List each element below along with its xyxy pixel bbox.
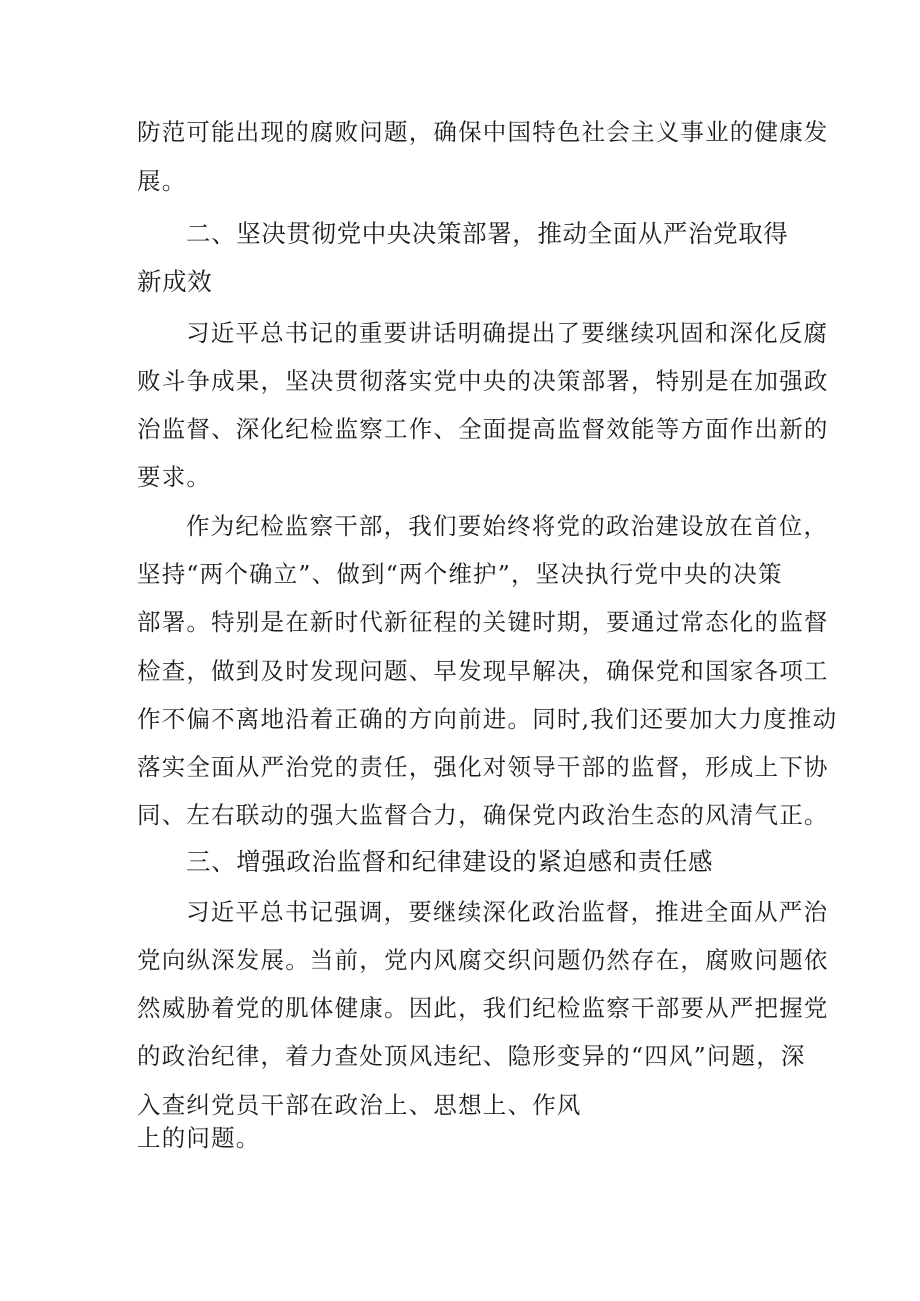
paragraph-line: 部署。特别是在新时代新征程的关键时期，要通过常态化的监督 [137,608,829,636]
section-heading: 二、坚决贯彻党中央决策部署，推动全面从严治党取得 [186,219,789,248]
paragraph-line: 检查，做到及时发现问题、早发现早解决，确保党和国家各项工 [137,657,829,685]
paragraph-line: 入查纠党员干部在政治上、思想上、作风 [137,1091,582,1119]
paragraph-line: 同、左右联动的强大监督合力，确保党内政治生态的风清气正。 [137,801,829,829]
paragraph-line: 作为纪检监察干部，我们要始终将党的政治建设放在首位， [186,512,829,540]
paragraph-line: 治监督、深化纪检监察工作、全面提高监督效能等方面作出新的 [137,415,829,443]
paragraph-line: 习近平总书记强调，要继续深化政治监督，推进全面从严治 [186,898,829,926]
paragraph-line: 要求。 [137,463,212,491]
paragraph-line: 防范可能出现的腐败问题，确保中国特色社会主义事业的健康发 [137,118,829,146]
section-heading: 新成效 [137,267,213,296]
paragraph-line: 习近平总书记的重要讲话明确提出了要继续巩固和深化反腐 [186,319,829,347]
paragraph-line: 然威胁着党的肌体健康。因此，我们纪检监察干部要从严把握党 [137,994,829,1022]
paragraph-line: 上的问题。 [137,1124,261,1152]
paragraph-line: 落实全面从严治党的责任，强化对领导干部的监督，形成上下协 [137,753,829,781]
paragraph-line: 坚持“两个确立”、做到“两个维护”，坚决执行党中央的决策 [137,560,783,588]
paragraph-line: 展。 [137,167,187,195]
paragraph-line: 党向纵深发展。当前，党内风腐交织问题仍然存在，腐败问题依 [137,946,829,974]
paragraph-line: 的政治纪律，着力查处顶风违纪、隐形变异的“四风”问题，深 [137,1042,806,1070]
paragraph-line: 败斗争成果，坚决贯彻落实党中央的决策部署，特别是在加强政 [137,367,829,395]
section-heading: 三、增强政治监督和纪律建设的紧迫感和责任感 [186,847,714,876]
paragraph-line: 作不偏不离地沿着正确的方向前进。同时,我们还要加大力度推动 [137,705,838,733]
